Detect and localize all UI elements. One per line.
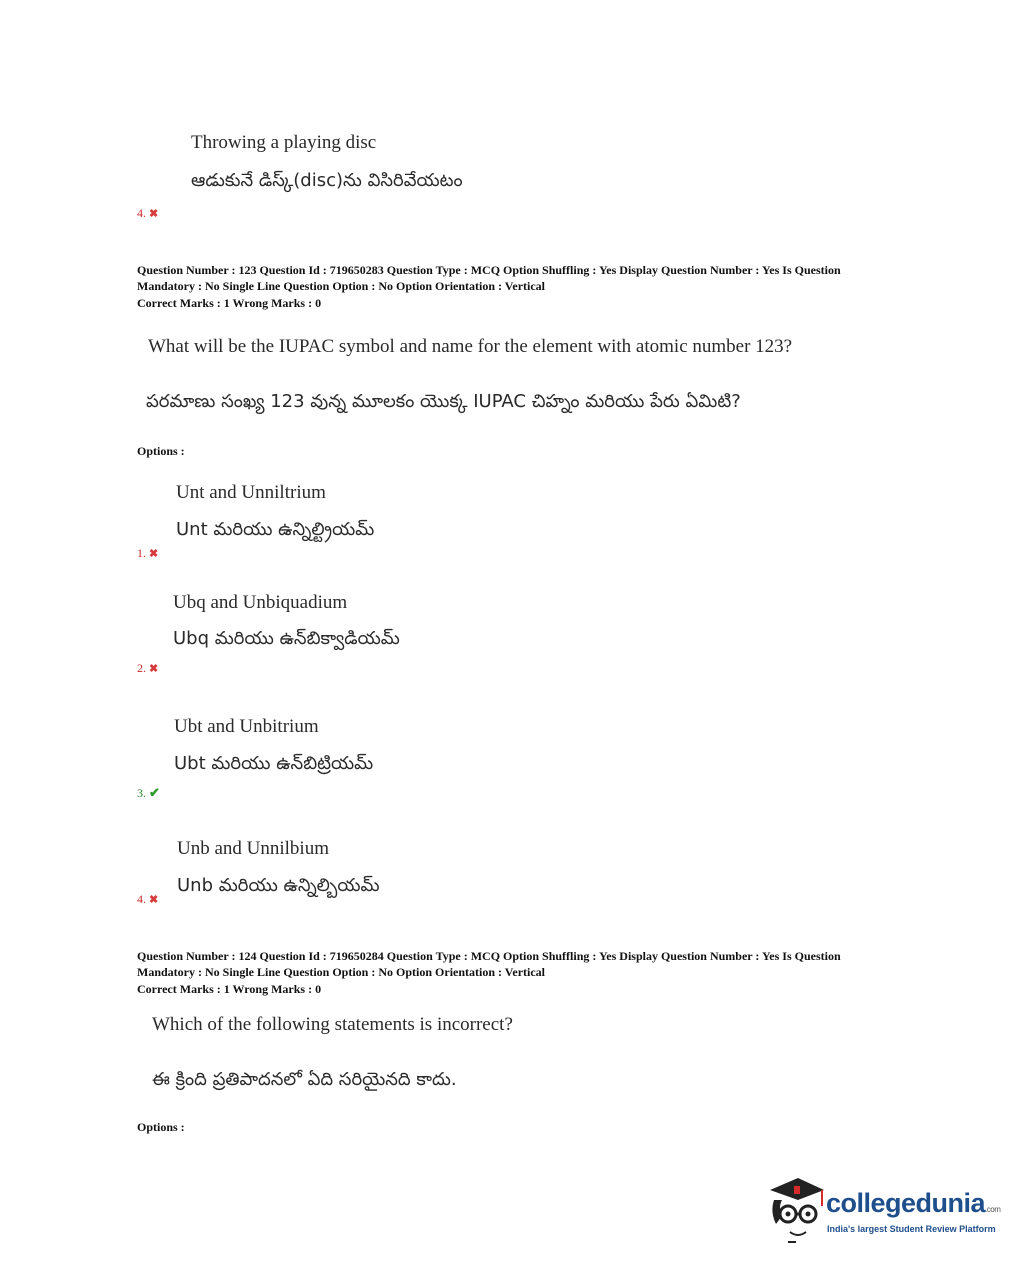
option-number: 3. (137, 785, 146, 800)
cross-icon: ✖ (149, 208, 159, 220)
cross-icon: ✖ (149, 663, 159, 675)
prev-option-4-marker (137, 206, 158, 221)
metadata-line: Mandatory : No Single Line Question Option : No Option Orientation : Vertical (137, 965, 546, 979)
option-number: 4. (137, 206, 146, 220)
collegedunia-logo (766, 1176, 1001, 1246)
option-3-english: Ubt and Unbitrium (174, 716, 319, 737)
option-4-marker (137, 892, 158, 907)
marks-line: Correct Marks : 1 Wrong Marks : 0 (137, 982, 322, 996)
question-123-metadata (137, 262, 907, 311)
options-label: Options : (137, 1120, 185, 1134)
metadata-line: Mandatory : No Single Line Question Option : No Option Orientation : Vertical (137, 279, 546, 293)
option-3-marker (137, 785, 160, 801)
cross-icon: ✖ (149, 894, 159, 906)
option-1-telugu: Unt మరియు ఉన్నిల్ట్రియమ్ (176, 519, 375, 540)
option-2-telugu: Ubq మరియు ఉన్‌బిక్వాడియమ్ (173, 628, 400, 649)
marks-line: Correct Marks : 1 Wrong Marks : 0 (137, 296, 322, 310)
question-124-metadata (137, 948, 907, 997)
logo-tagline: India's largest Student Review Platform (827, 1224, 996, 1234)
question-123-text-english: What will be the IUPAC symbol and name for the element with atomic number 123? (148, 336, 793, 357)
options-label: Options : (137, 444, 185, 458)
mascot-icon (766, 1176, 826, 1246)
option-number: 2. (137, 661, 146, 675)
prev-option-4-telugu: ఆడుకునే డిస్క్(disc)ను విసిరివేయటం (191, 170, 463, 191)
option-number: 4. (137, 892, 146, 906)
option-4-english: Unb and Unnilbium (177, 838, 329, 859)
option-2-marker (137, 661, 158, 676)
metadata-line: Question Number : 124 Question Id : 719650284 Question Type : MCQ Option Shuffling : Yes Display Question Number : Yes Is Question (137, 949, 841, 963)
option-number: 1. (137, 546, 146, 560)
option-4-telugu: Unb మరియు ఉన్నిల్బియమ్ (177, 875, 380, 896)
question-124-text-telugu: ఈ క్రింది ప్రతిపాదనలో ఏది సరియైనది కాదు. (152, 1069, 457, 1090)
prev-option-4-english: Throwing a playing disc (191, 132, 377, 153)
option-1-english: Unt and Unniltrium (176, 482, 326, 503)
logo-suffix: .com (985, 1205, 1001, 1214)
option-1-marker (137, 546, 158, 561)
cross-icon: ✖ (149, 548, 159, 560)
option-2-english: Ubq and Unbiquadium (173, 592, 348, 613)
metadata-line: Question Number : 123 Question Id : 719650283 Question Type : MCQ Option Shuffling : Yes Display Question Number : Yes Is Question (137, 263, 841, 277)
option-3-telugu: Ubt మరియు ఉన్‌బిట్రియమ్ (174, 753, 374, 774)
question-123-text-telugu: పరమాణు సంఖ్య 123 వున్న మూలకం యొక్క IUPAC చిహ్నం మరియు పేరు ఏమిటి? (146, 391, 741, 412)
checkmark-icon: ✔ (149, 785, 160, 800)
question-124-text-english: Which of the following statements is incorrect? (152, 1014, 513, 1035)
logo-brand: collegedunia (826, 1188, 986, 1218)
